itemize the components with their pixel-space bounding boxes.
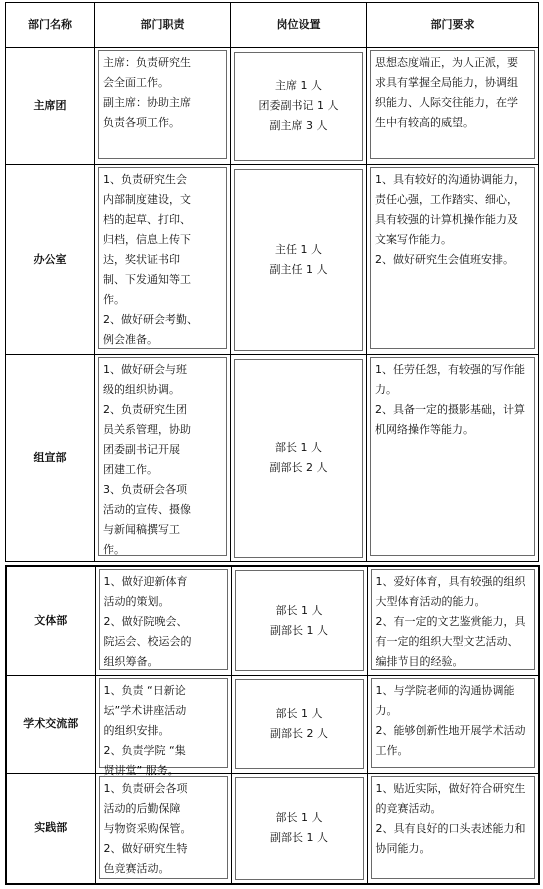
dept-requirements-cell [367, 566, 539, 675]
dept-positions-line: 副主任 1 人 [269, 262, 328, 276]
dept-duty-box [98, 167, 227, 349]
dept-requirements-line: 生中有较高的威望。 [375, 116, 474, 129]
dept-duty-line: 达，奖状证书印 [103, 253, 180, 266]
dept-requirements-line: 1、任劳任怨，有较强的写作能 [375, 363, 525, 376]
dept-positions-line: 副部长 2 人 [270, 727, 328, 740]
dept-positions-cell [231, 48, 367, 165]
dept-positions-cell [231, 773, 367, 884]
dept-duty-line: 2、做好研会考勤、 [103, 313, 198, 326]
dept-duty-line: 1、负责研究生会 [103, 173, 187, 186]
dept-requirements-line: 1、具有较好的沟通协调能力， [375, 173, 525, 186]
dept-positions-line: 副主席 3 人 [269, 119, 328, 132]
dept-duty-line: 2、负责研究生团 [103, 403, 187, 416]
dept-requirements-line: 工作。 [375, 743, 409, 757]
dept-positions-line: 副部长 1 人 [270, 831, 328, 845]
dept-requirements-line: 有一定的组织大型文艺活动、 [375, 635, 519, 648]
dept-duty-cell [95, 48, 231, 165]
dept-positions-line: 部长 1 人 [275, 603, 323, 617]
dept-positions-line: 主席 1 人 [275, 79, 322, 92]
dept-requirements-line: 的竞赛活动。 [375, 801, 442, 815]
department-table-bottom [5, 565, 540, 885]
dept-requirements-cell [367, 48, 539, 165]
dept-duty-line: 贤讲堂” 服务。 [103, 763, 179, 777]
dept-requirements-box [370, 167, 535, 349]
dept-requirements-line: 文案写作能力。 [375, 233, 452, 246]
dept-requirements-line: 力。 [375, 703, 398, 717]
dept-name-cell: 学术交流部 [6, 675, 95, 773]
dept-duty-cell [95, 773, 231, 884]
dept-name-cell: 实践部 [6, 773, 95, 884]
dept-duty-line: 级的组织协调。 [103, 383, 180, 396]
dept-requirements-line: 责任心强，工作踏实、细心， [375, 193, 518, 206]
dept-duty-line: 1、做好迎新体育 [103, 575, 188, 588]
dept-duty-line: 与物资采购保管。 [103, 821, 192, 835]
dept-duty-line: 活动的宣传、摄像 [103, 503, 191, 516]
table-row [6, 566, 539, 675]
dept-duty-line: 团委副书记开展 [103, 443, 180, 456]
dept-positions-line: 主任 1 人 [275, 242, 322, 256]
dept-requirements-box [370, 50, 535, 159]
dept-duty-box [99, 569, 228, 670]
dept-duty-line: 组织筹备。 [103, 655, 159, 668]
dept-requirements-line: 织能力、人际交往能力，在学 [375, 96, 518, 109]
dept-duty-cell [95, 165, 231, 355]
dept-duty-line: 作。 [103, 293, 125, 306]
dept-requirements-line: 求具有掌握全局能力，协调组 [375, 76, 518, 89]
dept-duty-cell [95, 675, 231, 777]
header-row [6, 3, 539, 48]
dept-name-cell: 办公室 [6, 165, 95, 355]
dept-requirements-box [371, 569, 536, 670]
department-table-top [5, 2, 539, 562]
dept-duty-line: 1、负责 “日新论 [103, 683, 186, 697]
table-row [6, 355, 539, 562]
dept-duty-line: 归档，信息上传下 [103, 233, 191, 246]
header-requirements: 部门要求 [367, 3, 539, 48]
dept-duty-line: 1、负责研会各项 [103, 781, 188, 795]
dept-positions-line: 团委副书记 1 人 [258, 99, 339, 112]
dept-positions-box [234, 52, 363, 161]
dept-duty-line: 制、下发通知等工 [103, 273, 191, 286]
dept-positions-line: 副部长 2 人 [269, 461, 328, 474]
dept-requirements-line: 力。 [375, 383, 397, 396]
header-dept-duty: 部门职责 [95, 3, 231, 48]
dept-duty-line: 3、负责研会各项 [103, 483, 187, 496]
dept-duty-line: 院运会、校运会的 [103, 635, 192, 648]
dept-duty-box [99, 678, 228, 777]
dept-duty-line: 2、做好研究生特 [103, 841, 188, 855]
dept-positions-box [235, 679, 364, 769]
dept-positions-line: 副部长 1 人 [270, 623, 328, 637]
dept-requirements-cell [367, 165, 539, 355]
dept-duty-line: 负责各项工作。 [103, 116, 180, 129]
dept-requirements-cell [367, 675, 539, 773]
dept-duty-line: 作。 [103, 543, 125, 556]
dept-duty-cell [95, 566, 231, 675]
dept-duty-line: 2、做好院晚会、 [103, 615, 188, 628]
dept-requirements-cell [367, 773, 539, 884]
dept-requirements-line: 2、能够创新性地开展学术活动 [375, 723, 526, 737]
dept-requirements-line: 思想态度端正，为人正派，要 [375, 56, 518, 69]
dept-positions-box [235, 570, 364, 671]
dept-positions-line: 部长 1 人 [275, 707, 323, 720]
dept-positions-box [234, 359, 363, 558]
dept-positions-cell [231, 566, 367, 675]
dept-name-cell: 组宣部 [6, 355, 95, 562]
dept-positions-line: 部长 1 人 [275, 441, 322, 454]
dept-duty-line: 活动的策划。 [103, 595, 170, 608]
dept-positions-box [235, 777, 364, 880]
dept-requirements-line: 大型体育活动的能力。 [375, 595, 486, 608]
table-row [6, 675, 539, 773]
dept-positions-cell [231, 355, 367, 562]
dept-requirements-line: 1、爱好体育，具有较强的组织 [375, 575, 526, 588]
dept-duty-line: 色竞赛活动。 [103, 861, 170, 875]
dept-requirements-line: 机网络操作等能力。 [375, 423, 474, 436]
table-row [6, 773, 539, 884]
dept-duty-line: 活动的后勤保障 [103, 801, 181, 815]
dept-duty-line: 副主席：协助主席 [103, 96, 191, 109]
dept-requirements-line: 1、贴近实际，做好符合研究生 [375, 781, 526, 795]
dept-duty-line: 1、做好研会与班 [103, 363, 187, 376]
dept-requirements-box [370, 357, 535, 556]
dept-name-cell: 文体部 [6, 566, 95, 675]
dept-requirements-line: 1、与学院老师的沟通协调能 [375, 683, 515, 697]
dept-requirements-box [371, 776, 536, 879]
dept-duty-line: 坛”学术讲座活动 [103, 703, 187, 717]
table-row [6, 48, 539, 165]
dept-requirements-line: 2、具有良好的口头表述能力和 [375, 821, 526, 835]
dept-requirements-line: 2、具备一定的摄影基础，计算 [375, 403, 525, 416]
dept-duty-line: 与新闻稿撰写工 [103, 523, 180, 536]
dept-requirements-line: 编排节目的经验。 [375, 655, 464, 668]
dept-requirements-cell [367, 355, 539, 562]
dept-positions-cell [231, 165, 367, 355]
table-row [6, 165, 539, 355]
dept-positions-line: 部长 1 人 [275, 811, 323, 825]
dept-name-cell: 主席团 [6, 48, 95, 165]
header-dept-name: 部门名称 [6, 3, 95, 48]
dept-requirements-line: 具有较强的计算机操作能力及 [375, 213, 518, 226]
dept-positions-cell [231, 675, 367, 773]
dept-duty-box [98, 50, 227, 159]
header-positions: 岗位设置 [231, 3, 367, 48]
dept-duty-box [99, 776, 228, 879]
dept-duty-cell [95, 355, 231, 562]
dept-duty-line: 的组织安排。 [103, 723, 170, 737]
dept-duty-line: 2、负责学院 “集 [103, 743, 186, 757]
dept-requirements-line: 2、有一定的文艺鉴赏能力，具 [375, 615, 526, 628]
dept-duty-line: 例会准备。 [103, 333, 158, 346]
dept-duty-box [98, 357, 227, 556]
dept-duty-line: 主席：负责研究生 [103, 56, 191, 69]
dept-duty-line: 内部制度建设，文 [103, 193, 191, 206]
dept-requirements-box [371, 678, 536, 768]
dept-duty-line: 团建工作。 [103, 463, 158, 476]
dept-duty-line: 会全面工作。 [103, 76, 169, 89]
dept-positions-box [234, 169, 363, 351]
dept-duty-line: 档的起草、打印、 [103, 213, 191, 226]
dept-duty-line: 员关系管理，协助 [103, 423, 191, 436]
dept-requirements-line: 2、做好研究生会值班安排。 [375, 253, 514, 266]
dept-requirements-line: 协同能力。 [375, 841, 431, 855]
